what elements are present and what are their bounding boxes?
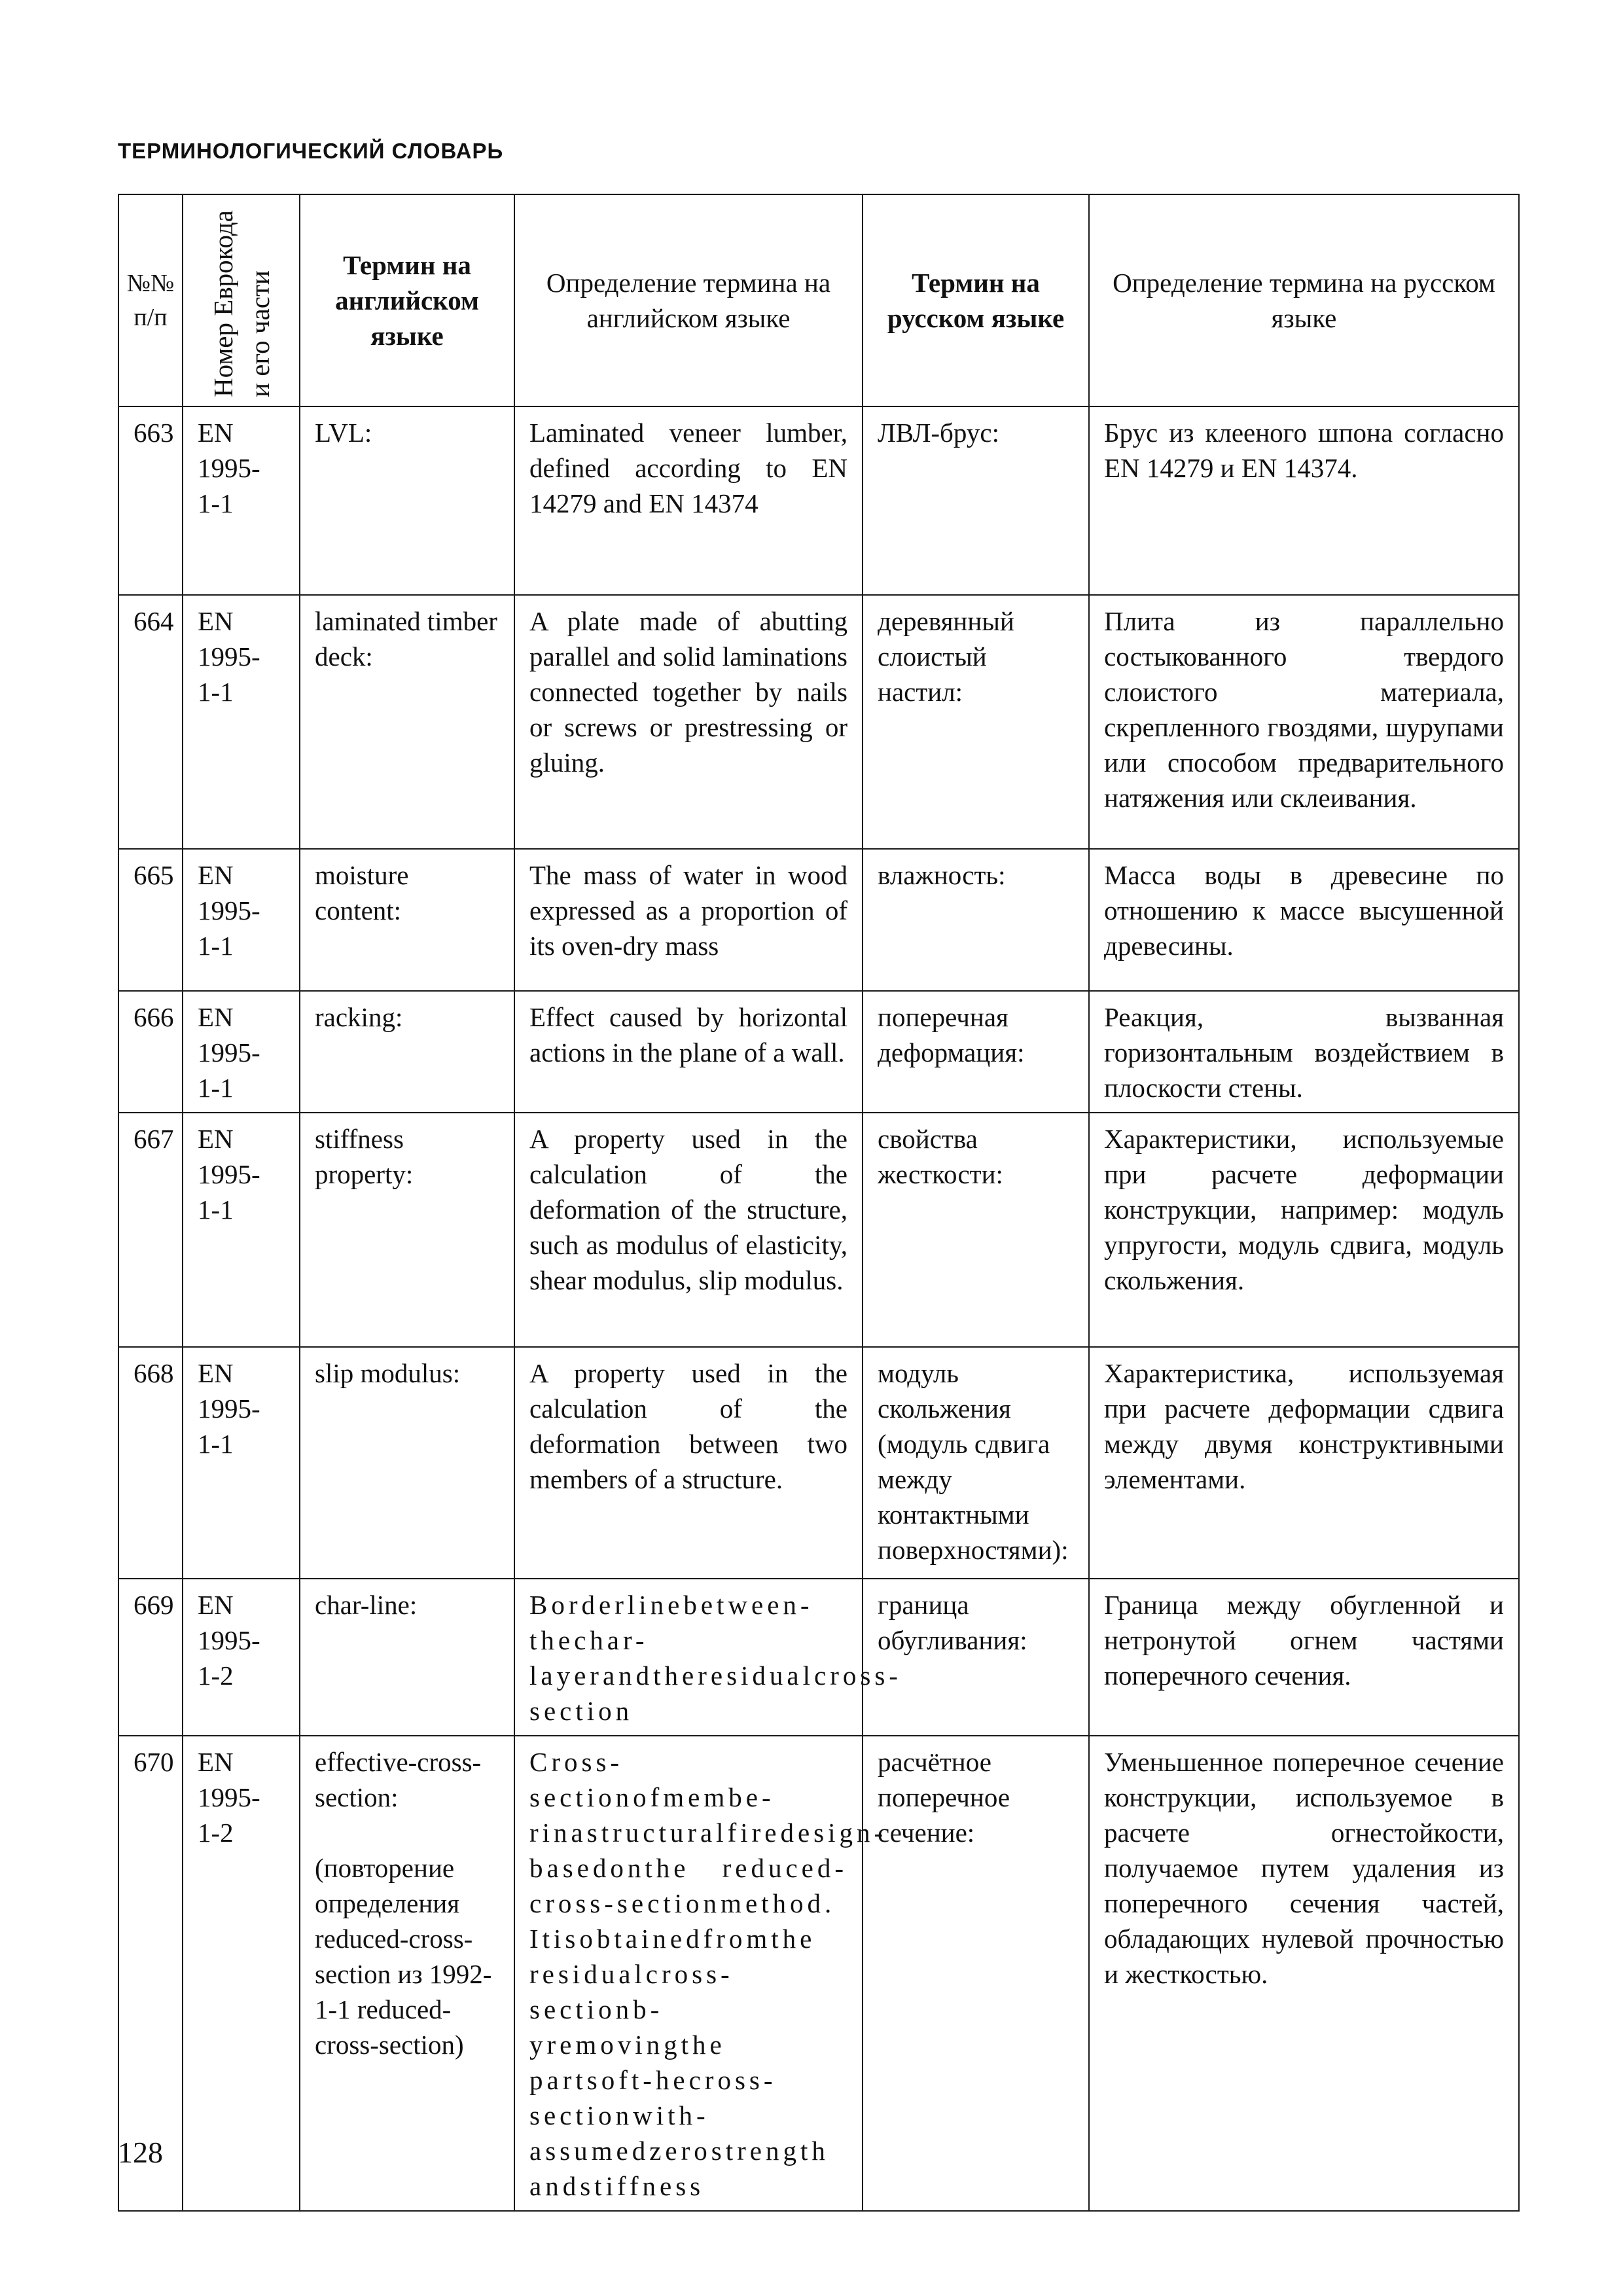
- table-row: [118, 1579, 1519, 1736]
- russian-term: расчётное поперечное сечение:: [863, 1736, 1089, 2211]
- english-term-note: (повторение определения reduced-cross-section из 1992-1-1 reduced-cross-section): [315, 1853, 492, 2060]
- header-num-line-1: №№: [126, 270, 175, 297]
- eurocode-line: 1-2: [198, 1660, 234, 1691]
- eurocode-line: 1995-: [198, 1159, 260, 1189]
- row-number: 665: [118, 849, 183, 991]
- eurocode-line: EN: [198, 860, 234, 890]
- row-number: 669: [118, 1579, 183, 1736]
- eurocode-line: 1-1: [198, 1429, 234, 1459]
- eurocode-line: 1995-: [198, 453, 260, 483]
- russian-definition: Реакция, вызванная горизонтальным воздействием в плоскости стены.: [1089, 991, 1519, 1113]
- eurocode-cell: [183, 1347, 300, 1579]
- row-number: 666: [118, 991, 183, 1113]
- header-eurocode-label: Номер Еврокода и его части: [207, 210, 275, 397]
- table-row: [118, 991, 1519, 1113]
- eurocode-cell: [183, 595, 300, 849]
- table-header-row: [118, 194, 1519, 406]
- russian-term: деревянный слоистый настил:: [863, 595, 1089, 849]
- russian-definition: Граница между обугленной и нетронутой огнем частями поперечного сечения.: [1089, 1579, 1519, 1736]
- russian-term: граница обугливания:: [863, 1579, 1089, 1736]
- russian-term: поперечная деформация:: [863, 991, 1089, 1113]
- russian-definition: Характеристики, используемые при расчете деформации конструкции, например: модуль упругости, модуль сдвига, модуль скольжения.: [1089, 1113, 1519, 1347]
- eurocode-line: EN: [198, 1124, 234, 1154]
- english-term: moisture content:: [300, 849, 514, 991]
- header-en-def-label: Определение термина на английском языке: [546, 268, 831, 333]
- english-definition: Cross-sectionofmembe-rinastructuralfiredesign-basedonthe reduced-cross-sectionmethod. Itisobtainedfromthe residualcross-sectionb-yremovingthe partsoft-hecross-sectionwith-assumedzerostrength andstiffness: [514, 1736, 863, 2211]
- page-number: 128: [118, 2136, 163, 2169]
- english-term-cell: [300, 1736, 514, 2211]
- table-row: [118, 849, 1519, 991]
- header-ru-def-label: Определение термина на русском языке: [1113, 268, 1495, 333]
- english-definition: A property used in the calculation of the deformation of the structure, such as modulus of elasticity, shear modulus, slip modulus.: [514, 1113, 863, 1347]
- header-ru-term-label: Термин на русском языке: [887, 268, 1065, 333]
- english-term: slip modulus:: [300, 1347, 514, 1579]
- eurocode-line: 1-1: [198, 677, 234, 707]
- header-eurocode: [183, 194, 300, 406]
- eurocode-line: 1995-: [198, 1037, 260, 1067]
- english-term: char-line:: [300, 1579, 514, 1736]
- eurocode-line: EN: [198, 418, 234, 448]
- eurocode-line: EN: [198, 1002, 234, 1032]
- header-en-term: [300, 194, 514, 406]
- eurocode-cell: [183, 406, 300, 595]
- russian-term: модуль скольжения (модуль сдвига между контактными поверхностями):: [863, 1347, 1089, 1579]
- english-term: stiffness property:: [300, 1113, 514, 1347]
- eurocode-line: EN: [198, 606, 234, 636]
- english-term: laminated timber deck:: [300, 595, 514, 849]
- eurocode-line: 1-1: [198, 1073, 234, 1103]
- english-term: LVL:: [300, 406, 514, 595]
- running-head: ТЕРМИНОЛОГИЧЕСКИЙ СЛОВАРЬ: [118, 139, 504, 163]
- header-en-def: [514, 194, 863, 406]
- eurocode-line: 1-2: [198, 1818, 234, 1848]
- eurocode-line: 1995-: [198, 641, 260, 672]
- table-row: [118, 406, 1519, 595]
- english-definition: The mass of water in wood expressed as a proportion of its oven-dry mass: [514, 849, 863, 991]
- russian-definition: Уменьшенное поперечное сечение конструкции, используемое в расчете огнестойкости, получаемое путем удаления из поперечного сечения частей, обладающих нулевой прочностью и жесткостью.: [1089, 1736, 1519, 2211]
- russian-definition: Характеристика, используемая при расчете деформации сдвига между двумя конструктивными элементами.: [1089, 1347, 1519, 1579]
- english-definition: Laminated veneer lumber, defined according to EN 14279 and EN 14374: [514, 406, 863, 595]
- eurocode-line: 1-1: [198, 488, 234, 518]
- glossary-table: [118, 194, 1520, 2212]
- row-number: 663: [118, 406, 183, 595]
- row-number: 667: [118, 1113, 183, 1347]
- english-definition: Borderlinebetween-thechar-layerandtheresidualcross-section: [514, 1579, 863, 1736]
- eurocode-cell: [183, 1579, 300, 1736]
- table-row: [118, 595, 1519, 849]
- english-term: effective-cross-section:: [315, 1747, 482, 1812]
- eurocode-line: 1-1: [198, 931, 234, 961]
- english-definition: A property used in the calculation of the deformation between two members of a structure.: [514, 1347, 863, 1579]
- russian-definition: Масса воды в древесине по отношению к массе высушенной древесины.: [1089, 849, 1519, 991]
- russian-term: ЛВЛ-брус:: [863, 406, 1089, 595]
- eurocode-line: 1995-: [198, 895, 260, 925]
- russian-term: влажность:: [863, 849, 1089, 991]
- header-en-term-label: Термин на английском языке: [335, 250, 479, 351]
- eurocode-line: EN: [198, 1358, 234, 1388]
- header-num: [118, 194, 183, 406]
- russian-definition: Плита из параллельно состыкованного твердого слоистого материала, скрепленного гвоздями, шурупами или способом предварительного натяжения или склеивания.: [1089, 595, 1519, 849]
- table-row: [118, 1736, 1519, 2211]
- english-definition: A plate made of abutting parallel and solid laminations connected together by nails or screws or prestressing or gluing.: [514, 595, 863, 849]
- english-term: racking:: [300, 991, 514, 1113]
- table-row: [118, 1113, 1519, 1347]
- header-num-line-2: п/п: [134, 304, 168, 331]
- eurocode-line: 1995-: [198, 1393, 260, 1424]
- table-row: [118, 1347, 1519, 1579]
- english-definition: Effect caused by horizontal actions in the plane of a wall.: [514, 991, 863, 1113]
- eurocode-line: EN: [198, 1590, 234, 1620]
- row-number: 664: [118, 595, 183, 849]
- header-ru-def: [1089, 194, 1519, 406]
- row-number: 668: [118, 1347, 183, 1579]
- eurocode-line: 1-1: [198, 1194, 234, 1225]
- russian-definition: Брус из клееного шпона согласно EN 14279 и EN 14374.: [1089, 406, 1519, 595]
- eurocode-cell: [183, 849, 300, 991]
- russian-term: свойства жесткости:: [863, 1113, 1089, 1347]
- eurocode-cell: [183, 991, 300, 1113]
- eurocode-line: 1995-: [198, 1625, 260, 1655]
- row-number: 670: [118, 1736, 183, 2211]
- eurocode-cell: [183, 1736, 300, 2211]
- header-ru-term: [863, 194, 1089, 406]
- eurocode-cell: [183, 1113, 300, 1347]
- eurocode-line: 1995-: [198, 1782, 260, 1812]
- eurocode-line: EN: [198, 1747, 234, 1777]
